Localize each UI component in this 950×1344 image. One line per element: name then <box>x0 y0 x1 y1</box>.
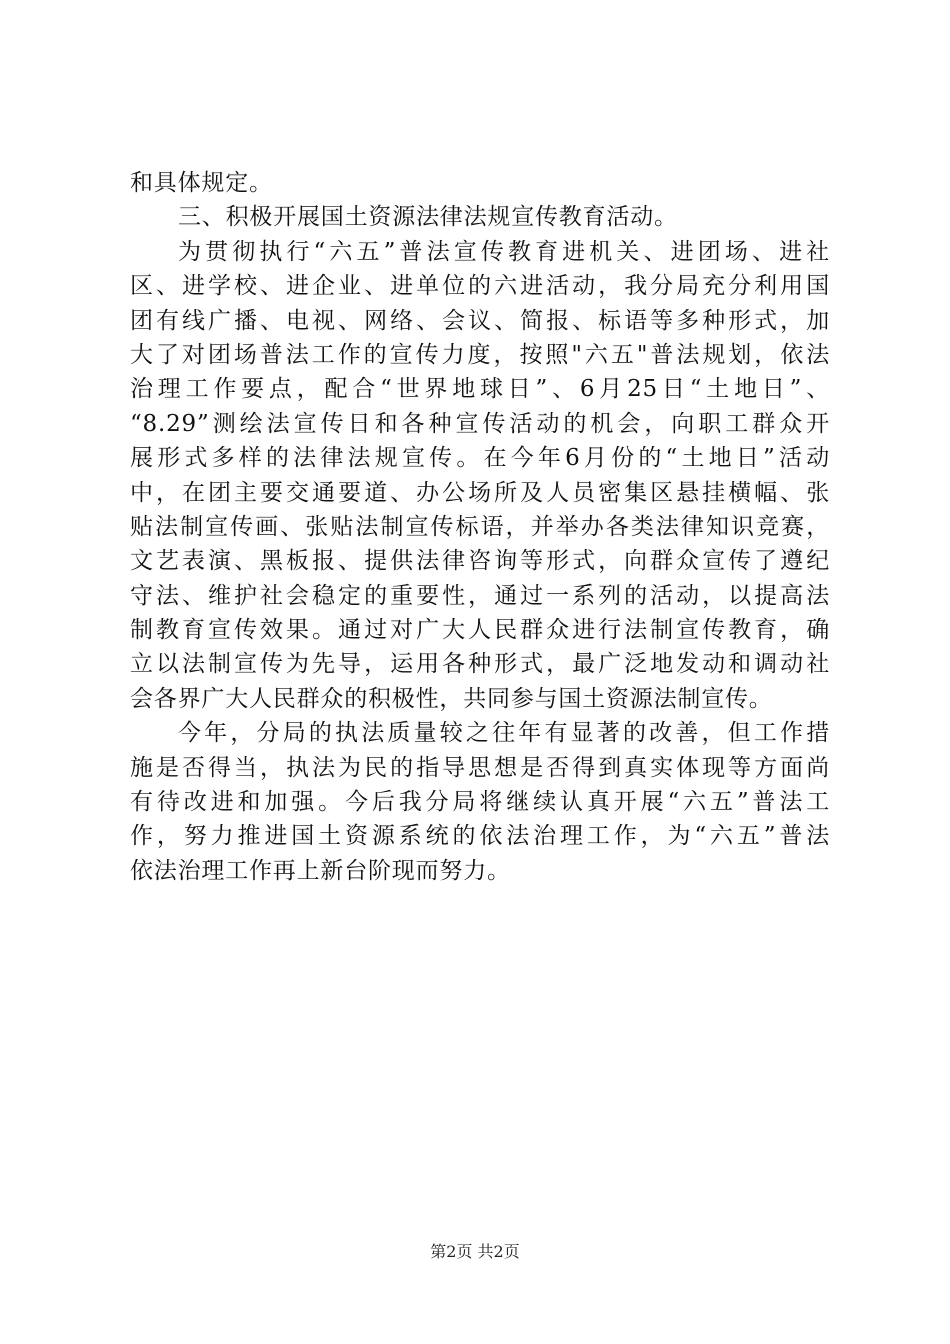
text-line: 制教育宣传效果。通过对广大人民群众进行法制宣传教育，确 <box>130 617 830 644</box>
text-line: 有待改进和加强。今后我分局将继续认真开展“六五”普法工 <box>130 789 830 816</box>
text-line: 文艺表演、黑板报、提供法律咨询等形式，向群众宣传了遵纪 <box>130 548 830 575</box>
text-line: 施是否得当，执法为民的指导思想是否得到真实体现等方面尚 <box>130 754 830 781</box>
text-line: 三、积极开展国土资源法律法规宣传教育活动。 <box>178 204 678 231</box>
text-line: 治理工作要点，配合“世界地球日”、6月25日“土地日”、 <box>130 376 830 403</box>
text-line: 依法治理工作再上新台阶现而努力。 <box>130 857 511 884</box>
text-line: 展形式多样的法律法规宣传。在今年6月份的“土地日”活动 <box>130 445 830 472</box>
text-line: 作，努力推进国土资源系统的依法治理工作，为“六五”普法 <box>130 823 830 850</box>
text-line: 会各界广大人民群众的积极性，共同参与国土资源法制宣传。 <box>130 685 773 712</box>
text-line: 中，在团主要交通要道、办公场所及人员密集区悬挂横幅、张 <box>130 479 830 506</box>
text-line: 守法、维护社会稳定的重要性，通过一系列的活动，以提高法 <box>130 582 830 609</box>
text-line: 今年，分局的执法质量较之往年有显著的改善，但工作措 <box>178 720 830 747</box>
text-line: “8.29”测绘法宣传日和各种宣传活动的机会，向职工群众开 <box>130 410 830 437</box>
text-line: 和具体规定。 <box>130 170 273 196</box>
text-line: 团有线广播、电视、网络、会议、简报、标语等多种形式，加 <box>130 307 830 334</box>
text-line: 区、进学校、进企业、进单位的六进活动，我分局充分利用国 <box>130 273 830 300</box>
text-line: 立以法制宣传为先导，运用各种形式，最广泛地发动和调动社 <box>130 651 830 678</box>
text-line: 大了对团场普法工作的宣传力度，按照"六五"普法规划，依法 <box>130 341 830 368</box>
text-line: 为贯彻执行“六五”普法宣传教育进机关、进团场、进社 <box>178 238 830 265</box>
document-body <box>130 166 830 888</box>
page-footer: 第2页 共2页 <box>430 1242 520 1261</box>
text-line: 贴法制宣传画、张贴法制宣传标语，并举办各类法律知识竞赛， <box>130 513 830 540</box>
